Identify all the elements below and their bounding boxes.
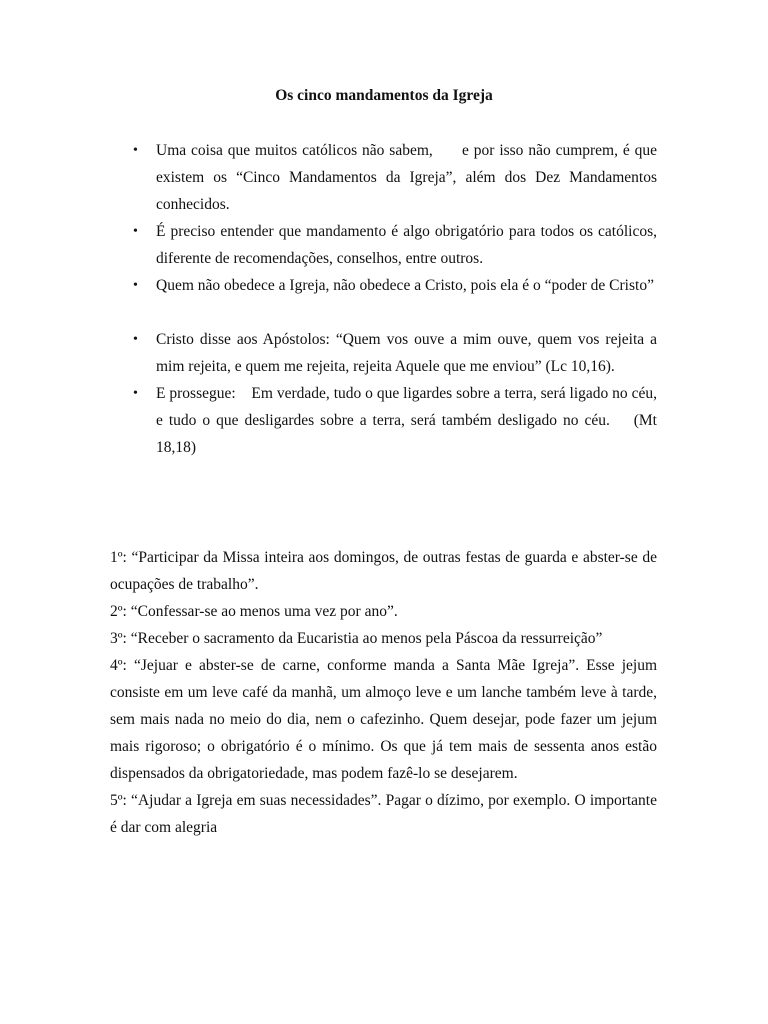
bullet-text: Cristo disse aos Apóstolos: “Quem vos ouve a mim ouve, quem vos rejeita a mim rejeita, e quem me rejeita, rejeita Aquele que me enviou” (Lc 10,16). [156,331,657,375]
bullet-icon: • [133,224,138,239]
bullet-text: É preciso entender que mandamento é algo obrigatório para todos os católicos, diferente de recomendações, conselhos, entre outros. [156,223,657,267]
bullet-text: E prossegue: Em verdade, tudo o que ligardes sobre a terra, será ligado no céu, e tudo o que desligardes sobre a terra, será também desligado no céu. (Mt 18,18) [156,385,661,456]
bullet-icon: • [133,332,138,347]
bullet-item [133,326,657,380]
bullet-list [133,137,661,461]
bullet-icon: • [133,278,138,293]
bullet-item [133,272,657,299]
bullet-text: Uma coisa que muitos católicos não sabem, e por isso não cumprem, é que existem os “Cinco Mandamentos da Igreja”, além dos Dez Mandamentos conhecidos. [156,142,661,213]
bullet-text: Quem não obedece a Igreja, não obedece a Cristo, pois ela é o “poder de Cristo” [156,277,654,294]
bullet-item [133,137,661,218]
commandment-1: 1º: “Participar da Missa inteira aos domingos, de outras festas de guarda e abster-se de ocupações de trabalho”. [110,549,657,593]
commandments-section [110,544,657,841]
bullet-item [133,380,661,461]
bullet-item [133,218,657,272]
commandment-2: 2º: “Confessar-se ao menos uma vez por ano”. [110,603,398,620]
commandment-5: 5º: “Ajudar a Igreja em suas necessidades”. Pagar o dízimo, por exemplo. O importante é dar com alegria [110,792,657,836]
commandment-4: 4º: “Jejuar e abster-se de carne, conforme manda a Santa Mãe Igreja”. Esse jejum consiste em um leve café da manhã, um almoço leve e um lanche também leve à tarde, sem mais nada no meio do dia, nem o cafezinho. Quem desejar, pode fazer um jejum mais rigoroso; o obrigatório é o mínimo. Os que já tem mais de sessenta anos estão dispensados da obrigatoriedade, mas podem fazê-lo se desejarem. [110,657,657,782]
bullet-icon: • [133,143,138,158]
bullet-icon: • [133,386,138,401]
commandment-3: 3º: “Receber o sacramento da Eucaristia ao menos pela Páscoa da ressurreição” [110,630,603,647]
document-title: Os cinco mandamentos da Igreja [275,87,493,104]
